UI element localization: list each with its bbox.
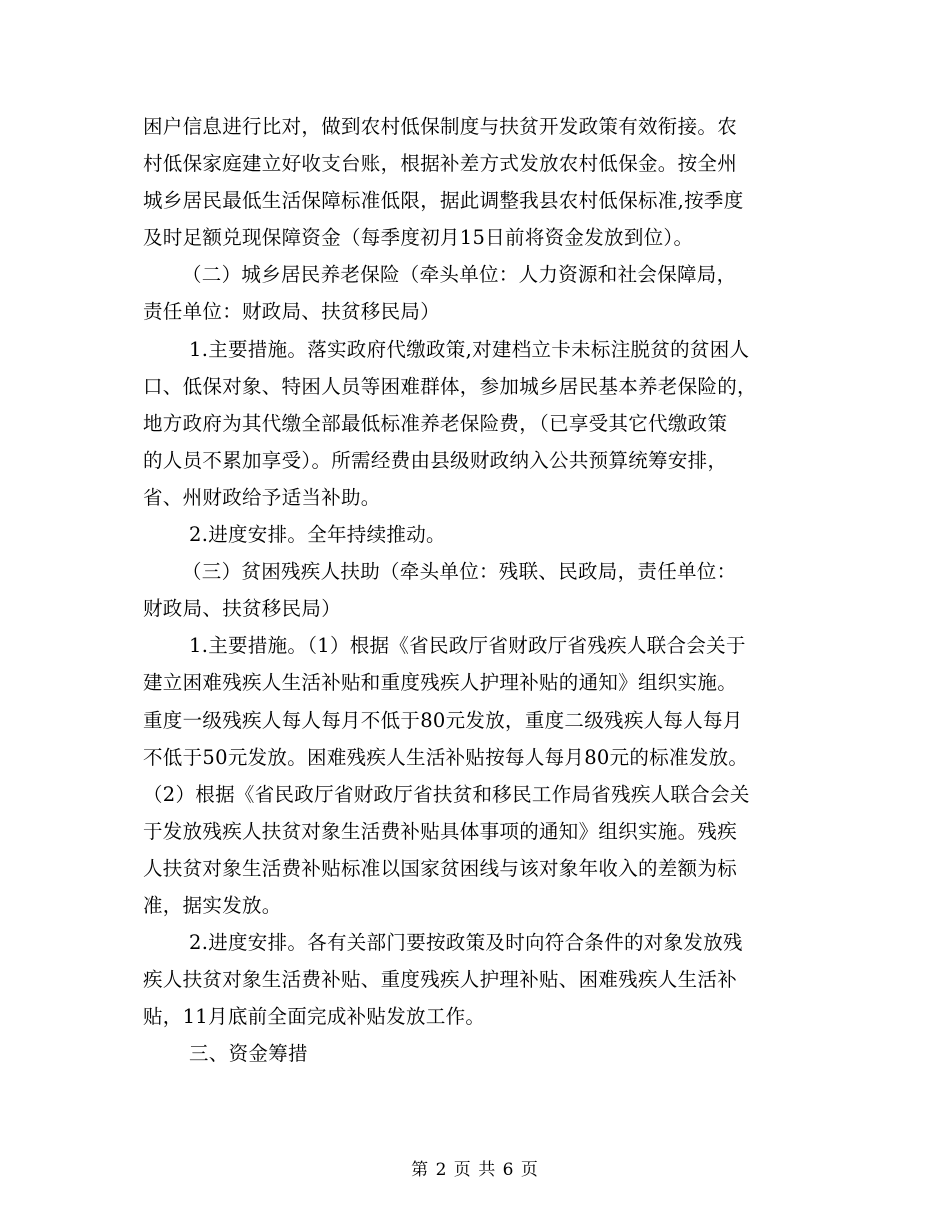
paragraph-measures: 1.主要措施。（1）根据《省民政厅省财政厅省残疾人联合会关于 <box>189 634 746 658</box>
text-line: 重度一级残疾人每人每月不低于80元发放，重度二级残疾人每人每月 <box>143 708 743 732</box>
text-line: 财政局、扶贫移民局） <box>143 597 342 621</box>
text-line: 村低保家庭建立好收支台账，根据补差方式发放农村低保金。按全州 <box>143 152 738 176</box>
document-body <box>143 108 813 1072</box>
paragraph-schedule: 2.进度安排。各有关部门要按政策及时向符合条件的对象发放残 <box>189 931 743 955</box>
text-line: 建立困难残疾人生活补贴和重度残疾人护理补贴的通知》组织实施。 <box>143 671 738 695</box>
text-line: 贴，11月底前全面完成补贴发放工作。 <box>143 1005 486 1029</box>
text-line: 责任单位：财政局、扶贫移民局） <box>143 300 441 324</box>
text-line: 于发放残疾人扶贫对象生活费补贴具体事项的通知》组织实施。残疾 <box>143 819 738 843</box>
text-line: 口、低保对象、特困人员等困难群体，参加城乡居民基本养老保险的， <box>143 374 757 398</box>
text-line: 城乡居民最低生活保障标准低限，据此调整我县农村低保标准,按季度 <box>143 189 744 213</box>
paragraph-measures: 1.主要措施。落实政府代缴政策,对建档立卡未标注脱贫的贫困人 <box>189 337 750 361</box>
text-line: 及时足额兑现保障资金（每季度初月15日前将资金发放到位）。 <box>143 226 694 250</box>
text-line: 困户信息进行比对，做到农村低保制度与扶贫开发政策有效衔接。农 <box>143 115 738 138</box>
text-line: 疾人扶贫对象生活费补贴、重度残疾人护理补贴、困难残疾人生活补 <box>143 968 738 992</box>
text-line: 的人员不累加享受）。所需经费由县级财政纳入公共预算统筹安排， <box>143 448 728 472</box>
text-line: 准，据实发放。 <box>143 893 282 917</box>
text-line: 人扶贫对象生活费补贴标准以国家贫困线与该对象年收入的差额为标 <box>143 856 738 880</box>
section-heading-funding: 三、资金筹措 <box>189 1042 308 1066</box>
section-heading-disabled-aid: （三）贫困残疾人扶助（牵头单位：残联、民政局，责任单位： <box>182 560 737 584</box>
text-line: 省、州财政给予适当补助。 <box>143 485 381 509</box>
text-line: 不低于50元发放。困难残疾人生活补贴按每人每月80元的标准发放。 <box>143 745 749 769</box>
paragraph-schedule: 2.进度安排。全年持续推动。 <box>189 523 446 547</box>
text-line: 地方政府为其代缴全部最低标准养老保险费，（已享受其它代缴政策 <box>143 411 728 435</box>
page-number-footer: 第 2 页 共 6 页 <box>411 1160 539 1180</box>
text-line: （2）根据《省民政厅省财政厅省扶贫和移民工作局省残疾人联合会关 <box>143 782 750 806</box>
section-heading-pension: （二）城乡居民养老保险（牵头单位：人力资源和社会保障局， <box>182 263 737 287</box>
